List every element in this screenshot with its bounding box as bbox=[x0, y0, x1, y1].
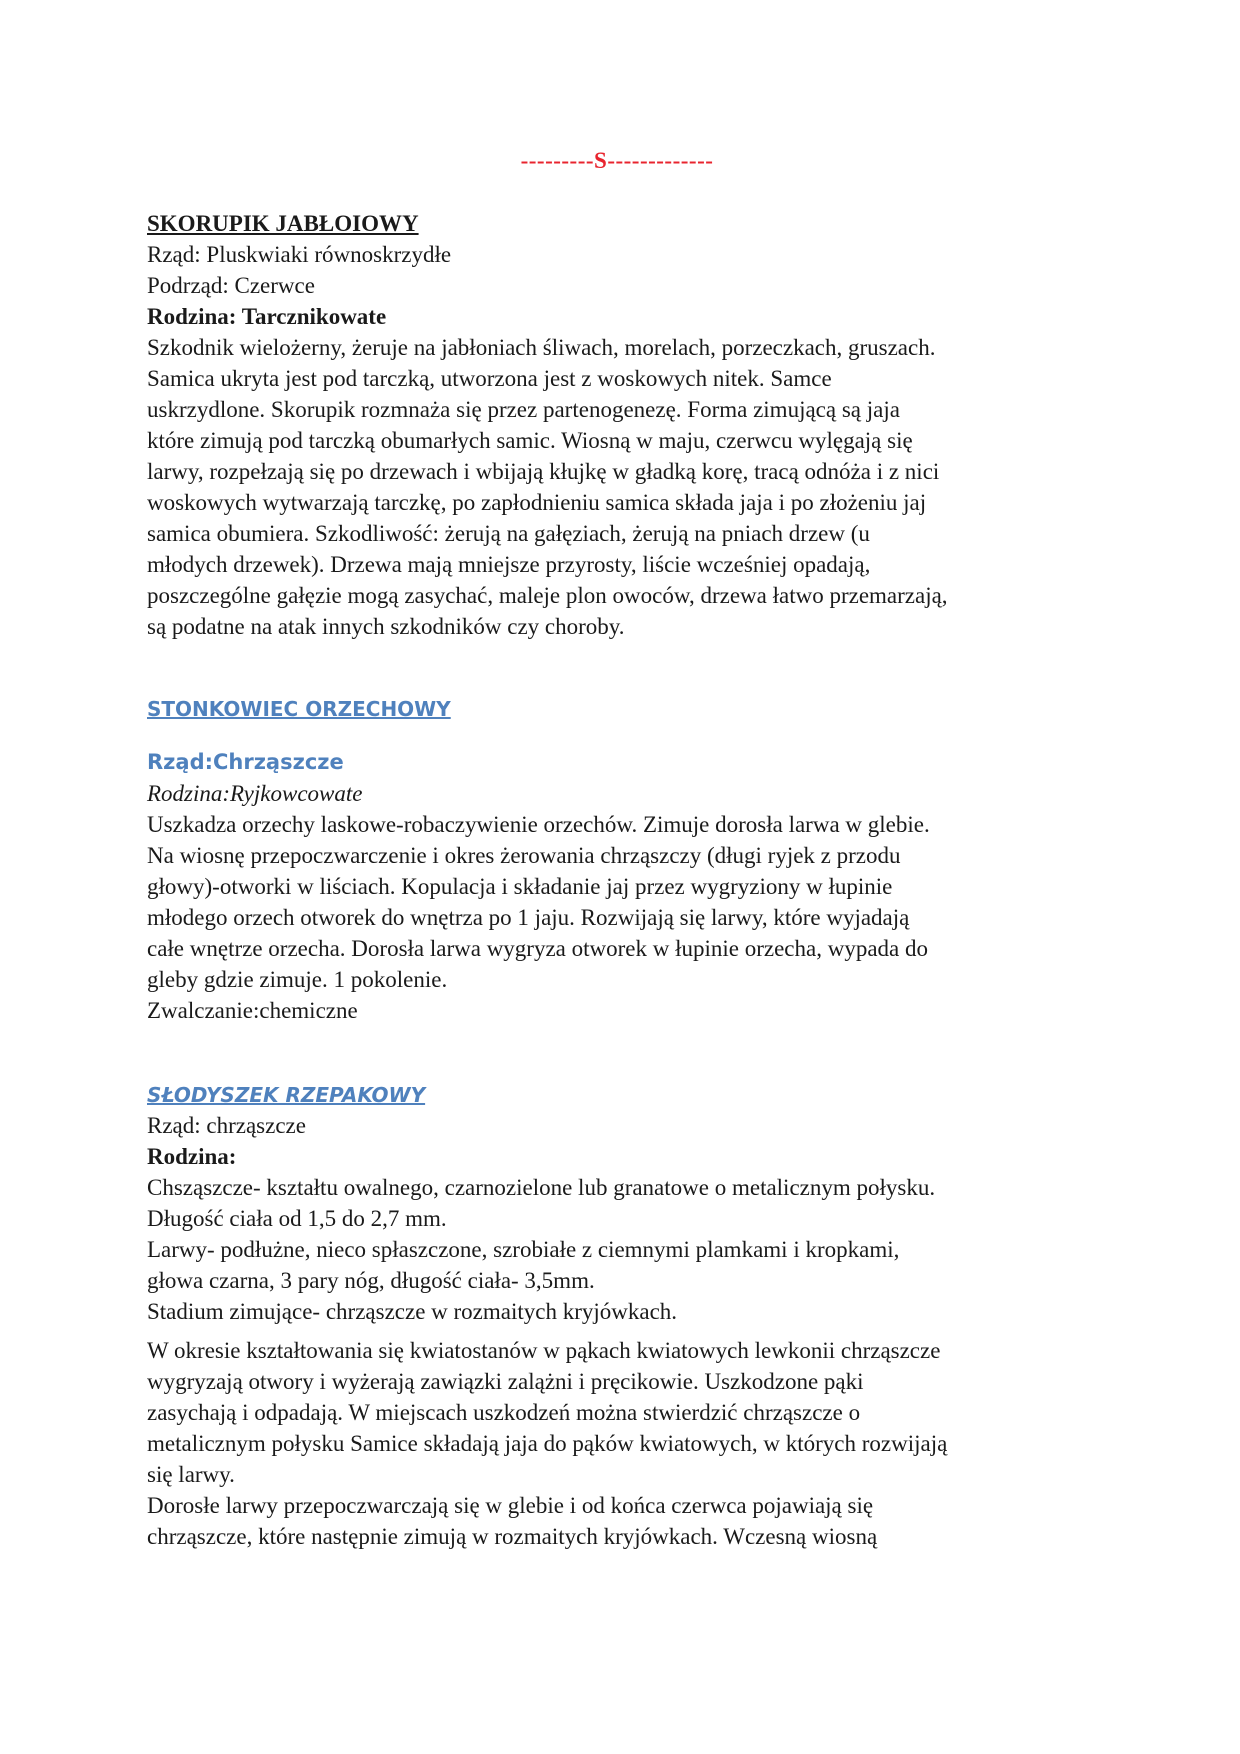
body-line: chrząszcze, które następnie zimują w rozmaitych kryjówkach. Wczesną wiosną bbox=[147, 1524, 878, 1549]
body-line: uskrzydlone. Skorupik rozmnaża się przez partenogenezę. Forma zimującą są jaja bbox=[147, 397, 900, 422]
section-title: SŁODYSZEK RZEPAKOWY bbox=[147, 1083, 426, 1107]
body-line: młodego orzech otworek do wnętrza po 1 jaju. Rozwijają się larwy, które wyjadają bbox=[147, 905, 910, 930]
body-line: głowa czarna, 3 pary nóg, długość ciała- 3,5mm. bbox=[147, 1268, 595, 1293]
zwalczanie-line: Zwalczanie:chemiczne bbox=[147, 998, 358, 1023]
body-line: larwy, rozpełzają się po drzewach i wbijają kłujkę w gładką korę, tracą odnóża i z nici bbox=[147, 459, 940, 484]
section-body bbox=[147, 1335, 1097, 1552]
body-line: Larwy- podłużne, nieco spłaszczone, szrobiałe z ciemnymi plamkami i kropkami, bbox=[147, 1237, 900, 1262]
section-body bbox=[147, 332, 1097, 642]
rzad-line: Rząd: Pluskwiaki równoskrzydłe bbox=[147, 242, 452, 267]
rodzina-line: Rodzina:Ryjkowcowate bbox=[147, 781, 363, 806]
body-line: gleby gdzie zimuje. 1 pokolenie. bbox=[147, 967, 448, 992]
body-line: samica obumiera. Szkodliwość: żerują na gałęziach, żerują na pniach drzew (u bbox=[147, 521, 870, 546]
body-line: Długość ciała od 1,5 do 2,7 mm. bbox=[147, 1206, 447, 1231]
body-line: głowy)-otworki w liściach. Kopulacja i składanie jaj przez wygryziony w łupinie bbox=[147, 874, 893, 899]
rodzina-line: Rodzina: bbox=[147, 1144, 237, 1169]
body-line: są podatne na atak innych szkodników czy choroby. bbox=[147, 614, 625, 639]
section-stonkowiec bbox=[147, 694, 1097, 1026]
body-line: Stadium zimujące- chrząszcze w rozmaitych kryjówkach. bbox=[147, 1299, 678, 1324]
letter-heading: ---------S------------- bbox=[520, 148, 714, 173]
body-line: młodych drzewek). Drzewa mają mniejsze przyrosty, liście wcześniej opadają, bbox=[147, 552, 871, 577]
body-line: Szkodnik wielożerny, żeruje na jabłoniach śliwach, morelach, porzeczkach, gruszach. bbox=[147, 335, 936, 360]
rzad-line: Rząd:Chrząszcze bbox=[147, 750, 344, 774]
podrzad-line: Podrząd: Czerwce bbox=[147, 273, 315, 298]
section-title: SKORUPIK JABŁOIOWY bbox=[147, 211, 419, 236]
body-line: Uszkadza orzechy laskowe-robaczywienie orzechów. Zimuje dorosła larwa w glebie. bbox=[147, 812, 930, 837]
body-line: Chsząszcze- kształtu owalnego, czarnozielone lub granatowe o metalicznym połysku. bbox=[147, 1175, 936, 1200]
body-line: zasychają i odpadają. W miejscach uszkodzeń można stwierdzić chrząszcze o bbox=[147, 1400, 861, 1425]
section-skorupik bbox=[147, 208, 1097, 642]
section-body bbox=[147, 809, 1097, 995]
body-line: W okresie kształtowania się kwiatostanów w pąkach kwiatowych lewkonii chrząszcze bbox=[147, 1338, 941, 1363]
body-line: wygryzają otwory i wyżerają zawiązki zalążni i pręcikowie. Uszkodzone pąki bbox=[147, 1369, 864, 1394]
section-body bbox=[147, 1172, 1097, 1327]
section-title: STONKOWIEC ORZECHOWY bbox=[147, 697, 451, 721]
body-line: się larwy. bbox=[147, 1462, 235, 1487]
body-line: poszczególne gałęzie mogą zasychać, maleje plon owoców, drzewa łatwo przemarzają, bbox=[147, 583, 948, 608]
rzad-line: Rząd: chrząszcze bbox=[147, 1113, 306, 1138]
body-line: woskowych wytwarzają tarczkę, po zapłodnieniu samica składa jaja i po złożeniu jaj bbox=[147, 490, 927, 515]
body-line: całe wnętrze orzecha. Dorosła larwa wygryza otworek w łupinie orzecha, wypada do bbox=[147, 936, 929, 961]
body-line: Dorosłe larwy przepoczwarczają się w glebie i od końca czerwca pojawiają się bbox=[147, 1493, 874, 1518]
rodzina-line: Rodzina: Tarcznikowate bbox=[147, 304, 387, 329]
body-line: które zimują pod tarczką obumarłych samic. Wiosną w maju, czerwcu wylęgają się bbox=[147, 428, 913, 453]
section-slodyszek bbox=[147, 1080, 1097, 1552]
body-line: metalicznym połysku Samice składają jaja do pąków kwiatowych, w których rozwijają bbox=[147, 1431, 948, 1456]
body-line: Samica ukryta jest pod tarczką, utworzona jest z woskowych nitek. Samce bbox=[147, 366, 832, 391]
body-line: Na wiosnę przepoczwarczenie i okres żerowania chrząszczy (długi ryjek z przodu bbox=[147, 843, 901, 868]
